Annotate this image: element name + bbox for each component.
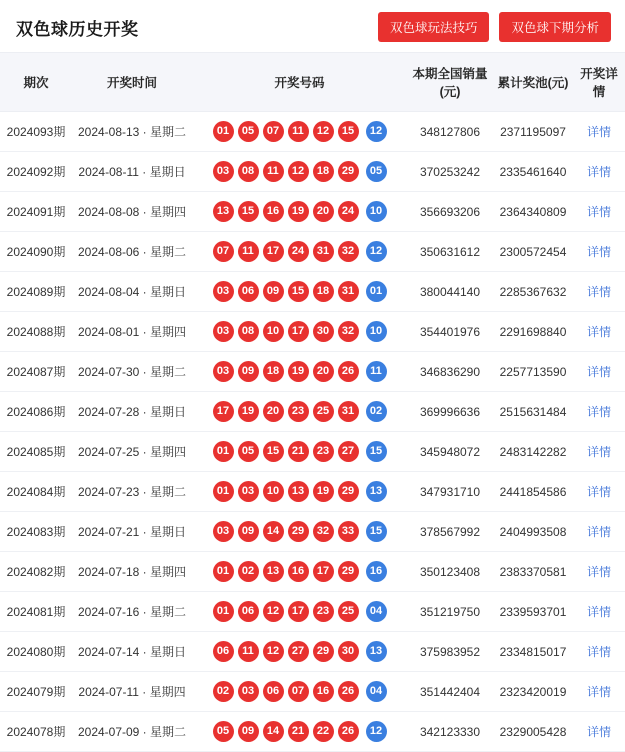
detail-link[interactable]: 详情 (586, 205, 611, 219)
draw-date-cell: 2024-07-14 · 星期日 (72, 632, 192, 672)
red-ball: 13 (213, 201, 234, 222)
red-ball: 19 (238, 401, 259, 422)
national-sales-cell: 350123408 (407, 552, 493, 592)
red-ball: 16 (263, 201, 284, 222)
prize-pool-cell: 2285367632 (493, 272, 573, 312)
issue-cell: 2024084期 (0, 472, 72, 512)
red-ball: 32 (313, 521, 334, 542)
detail-link[interactable]: 详情 (586, 365, 611, 379)
detail-link[interactable]: 详情 (586, 445, 611, 459)
page-header (0, 0, 625, 52)
blue-ball: 13 (366, 641, 387, 662)
detail-link[interactable]: 详情 (586, 525, 611, 539)
draw-date-cell: 2024-08-01 · 星期四 (72, 312, 192, 352)
draw-date-cell: 2024-08-11 · 星期日 (72, 152, 192, 192)
national-sales-cell: 375983952 (407, 632, 493, 672)
table-row (0, 312, 625, 352)
table-row (0, 672, 625, 712)
red-ball: 05 (238, 121, 259, 142)
blue-ball: 15 (366, 441, 387, 462)
red-ball: 09 (263, 281, 284, 302)
ball-group (196, 561, 403, 582)
issue-cell: 2024088期 (0, 312, 72, 352)
red-ball: 18 (313, 281, 334, 302)
red-ball: 12 (263, 641, 284, 662)
prize-pool-cell: 2383370581 (493, 552, 573, 592)
draw-date-cell: 2024-07-16 · 星期二 (72, 592, 192, 632)
red-ball: 09 (238, 361, 259, 382)
red-ball: 31 (338, 281, 359, 302)
table-row (0, 392, 625, 432)
red-ball: 12 (313, 121, 334, 142)
detail-cell (573, 632, 625, 672)
detail-cell (573, 312, 625, 352)
red-ball: 03 (213, 321, 234, 342)
prize-pool-cell: 2371195097 (493, 112, 573, 152)
table-row (0, 552, 625, 592)
red-ball: 09 (238, 521, 259, 542)
red-ball: 31 (313, 241, 334, 262)
blue-ball: 04 (366, 601, 387, 622)
prize-pool-cell: 2515631484 (493, 392, 573, 432)
ball-group (196, 241, 403, 262)
red-ball: 19 (313, 481, 334, 502)
table-row (0, 592, 625, 632)
red-ball: 19 (288, 361, 309, 382)
issue-cell: 2024080期 (0, 632, 72, 672)
national-sales-cell: 354401976 (407, 312, 493, 352)
red-ball: 26 (338, 681, 359, 702)
prize-pool-cell: 2323420019 (493, 672, 573, 712)
national-sales-cell: 356693206 (407, 192, 493, 232)
red-ball: 15 (238, 201, 259, 222)
red-ball: 24 (338, 201, 359, 222)
red-ball: 11 (238, 241, 259, 262)
red-ball: 01 (213, 601, 234, 622)
table-row (0, 112, 625, 152)
red-ball: 23 (288, 401, 309, 422)
winning-numbers-cell (192, 312, 407, 352)
red-ball: 17 (213, 401, 234, 422)
detail-link[interactable]: 详情 (586, 685, 611, 699)
ball-group (196, 121, 403, 142)
blue-ball: 13 (366, 481, 387, 502)
red-ball: 25 (338, 601, 359, 622)
red-ball: 11 (288, 121, 309, 142)
draw-date-cell: 2024-07-25 · 星期四 (72, 432, 192, 472)
red-ball: 05 (213, 721, 234, 742)
ball-group (196, 641, 403, 662)
winning-numbers-cell (192, 272, 407, 312)
red-ball: 06 (238, 601, 259, 622)
red-ball: 15 (288, 281, 309, 302)
draw-date-cell: 2024-08-06 · 星期二 (72, 232, 192, 272)
red-ball: 15 (338, 121, 359, 142)
blue-ball: 10 (366, 321, 387, 342)
draw-date-cell: 2024-07-23 · 星期二 (72, 472, 192, 512)
draw-date-cell: 2024-07-11 · 星期四 (72, 672, 192, 712)
table-header (0, 53, 625, 112)
red-ball: 07 (263, 121, 284, 142)
ball-group (196, 321, 403, 342)
issue-cell: 2024087期 (0, 352, 72, 392)
red-ball: 29 (338, 561, 359, 582)
winning-numbers-cell (192, 352, 407, 392)
red-ball: 03 (238, 681, 259, 702)
winning-numbers-cell (192, 672, 407, 712)
red-ball: 17 (288, 321, 309, 342)
red-ball: 31 (338, 401, 359, 422)
red-ball: 27 (338, 441, 359, 462)
red-ball: 29 (288, 521, 309, 542)
blue-ball: 12 (366, 241, 387, 262)
red-ball: 32 (338, 241, 359, 262)
ball-group (196, 441, 403, 462)
red-ball: 17 (263, 241, 284, 262)
national-sales-cell: 351219750 (407, 592, 493, 632)
red-ball: 16 (313, 681, 334, 702)
table-row (0, 192, 625, 232)
winning-numbers-cell (192, 232, 407, 272)
issue-cell: 2024090期 (0, 232, 72, 272)
detail-link[interactable]: 详情 (586, 605, 611, 619)
red-ball: 30 (338, 641, 359, 662)
issue-cell: 2024083期 (0, 512, 72, 552)
detail-link[interactable]: 详情 (586, 245, 611, 259)
red-ball: 10 (263, 321, 284, 342)
blue-ball: 04 (366, 681, 387, 702)
red-ball: 23 (313, 441, 334, 462)
draw-date-cell: 2024-08-08 · 星期四 (72, 192, 192, 232)
issue-cell: 2024079期 (0, 672, 72, 712)
red-ball: 02 (238, 561, 259, 582)
prize-pool-cell: 2257713590 (493, 352, 573, 392)
blue-ball: 02 (366, 401, 387, 422)
red-ball: 03 (213, 521, 234, 542)
winning-numbers-cell (192, 192, 407, 232)
red-ball: 13 (288, 481, 309, 502)
ball-group (196, 281, 403, 302)
ball-group (196, 721, 403, 742)
national-sales-cell: 351442404 (407, 672, 493, 712)
ball-group (196, 401, 403, 422)
table-row (0, 632, 625, 672)
next-draw-analysis-button[interactable]: 双色球下期分析 (499, 12, 611, 42)
red-ball: 05 (238, 441, 259, 462)
blue-ball: 05 (366, 161, 387, 182)
blue-ball: 10 (366, 201, 387, 222)
detail-cell (573, 552, 625, 592)
table-row (0, 352, 625, 392)
draw-date-cell: 2024-07-28 · 星期日 (72, 392, 192, 432)
detail-cell (573, 192, 625, 232)
prize-pool-cell: 2404993508 (493, 512, 573, 552)
page-title: 双色球历史开奖 (16, 19, 139, 39)
red-ball: 03 (213, 161, 234, 182)
red-ball: 29 (338, 161, 359, 182)
blue-ball: 11 (366, 361, 387, 382)
draw-date-cell: 2024-07-18 · 星期四 (72, 552, 192, 592)
detail-cell (573, 272, 625, 312)
table-body (0, 112, 625, 752)
red-ball: 27 (288, 641, 309, 662)
issue-cell: 2024086期 (0, 392, 72, 432)
national-sales-cell: 380044140 (407, 272, 493, 312)
table-row (0, 272, 625, 312)
detail-link[interactable]: 详情 (586, 565, 611, 579)
red-ball: 12 (263, 601, 284, 622)
detail-cell (573, 392, 625, 432)
detail-link[interactable]: 详情 (586, 405, 611, 419)
national-sales-cell: 346836290 (407, 352, 493, 392)
red-ball: 13 (263, 561, 284, 582)
red-ball: 01 (213, 561, 234, 582)
red-ball: 01 (213, 121, 234, 142)
winning-numbers-cell (192, 592, 407, 632)
detail-link[interactable]: 详情 (586, 645, 611, 659)
red-ball: 32 (338, 321, 359, 342)
red-ball: 02 (213, 681, 234, 702)
detail-cell (573, 712, 625, 752)
prize-pool-cell: 2329005428 (493, 712, 573, 752)
column-header-detail: 开奖详情 (573, 53, 625, 112)
prize-pool-cell: 2335461640 (493, 152, 573, 192)
issue-cell: 2024091期 (0, 192, 72, 232)
detail-link[interactable]: 详情 (586, 325, 611, 339)
red-ball: 26 (338, 361, 359, 382)
red-ball: 01 (213, 481, 234, 502)
table-row (0, 432, 625, 472)
ball-group (196, 681, 403, 702)
column-header-sales: 本期全国销量(元) (407, 53, 493, 112)
red-ball: 14 (263, 521, 284, 542)
winning-numbers-cell (192, 472, 407, 512)
red-ball: 17 (313, 561, 334, 582)
draw-date-cell: 2024-08-04 · 星期日 (72, 272, 192, 312)
blue-ball: 12 (366, 121, 387, 142)
red-ball: 08 (238, 321, 259, 342)
red-ball: 21 (288, 721, 309, 742)
red-ball: 03 (238, 481, 259, 502)
prize-pool-cell: 2441854586 (493, 472, 573, 512)
red-ball: 24 (288, 241, 309, 262)
national-sales-cell: 347931710 (407, 472, 493, 512)
detail-cell (573, 112, 625, 152)
national-sales-cell: 342123330 (407, 712, 493, 752)
red-ball: 15 (263, 441, 284, 462)
detail-cell (573, 592, 625, 632)
detail-cell (573, 352, 625, 392)
winning-numbers-cell (192, 112, 407, 152)
blue-ball: 16 (366, 561, 387, 582)
ball-group (196, 481, 403, 502)
red-ball: 20 (313, 361, 334, 382)
issue-cell: 2024089期 (0, 272, 72, 312)
detail-link[interactable]: 详情 (586, 125, 611, 139)
winning-numbers-cell (192, 512, 407, 552)
issue-cell: 2024082期 (0, 552, 72, 592)
ball-group (196, 361, 403, 382)
detail-cell (573, 672, 625, 712)
header-button-group (378, 12, 611, 42)
red-ball: 20 (263, 401, 284, 422)
table-row (0, 512, 625, 552)
prize-pool-cell: 2291698840 (493, 312, 573, 352)
red-ball: 06 (263, 681, 284, 702)
prize-pool-cell: 2364340809 (493, 192, 573, 232)
red-ball: 33 (338, 521, 359, 542)
column-header-numbers: 开奖号码 (192, 53, 407, 112)
ball-group (196, 601, 403, 622)
red-ball: 18 (313, 161, 334, 182)
red-ball: 07 (288, 681, 309, 702)
detail-cell (573, 152, 625, 192)
issue-cell: 2024085期 (0, 432, 72, 472)
table-row (0, 472, 625, 512)
red-ball: 12 (288, 161, 309, 182)
national-sales-cell: 345948072 (407, 432, 493, 472)
national-sales-cell: 369996636 (407, 392, 493, 432)
table-row (0, 232, 625, 272)
ball-group (196, 161, 403, 182)
blue-ball: 15 (366, 521, 387, 542)
prize-pool-cell: 2483142282 (493, 432, 573, 472)
national-sales-cell: 370253242 (407, 152, 493, 192)
red-ball: 26 (338, 721, 359, 742)
red-ball: 23 (313, 601, 334, 622)
red-ball: 18 (263, 361, 284, 382)
prize-pool-cell: 2334815017 (493, 632, 573, 672)
red-ball: 10 (263, 481, 284, 502)
draw-date-cell: 2024-07-30 · 星期二 (72, 352, 192, 392)
winning-numbers-cell (192, 432, 407, 472)
detail-cell (573, 472, 625, 512)
winning-numbers-cell (192, 152, 407, 192)
issue-cell: 2024093期 (0, 112, 72, 152)
table-header-row (0, 53, 625, 112)
column-header-date: 开奖时间 (72, 53, 192, 112)
red-ball: 19 (288, 201, 309, 222)
red-ball: 06 (238, 281, 259, 302)
winning-numbers-cell (192, 392, 407, 432)
red-ball: 07 (213, 241, 234, 262)
national-sales-cell: 378567992 (407, 512, 493, 552)
detail-link[interactable]: 详情 (586, 165, 611, 179)
blue-ball: 12 (366, 721, 387, 742)
draw-date-cell: 2024-07-09 · 星期二 (72, 712, 192, 752)
red-ball: 08 (238, 161, 259, 182)
ball-group (196, 201, 403, 222)
blue-ball: 01 (366, 281, 387, 302)
red-ball: 16 (288, 561, 309, 582)
winning-numbers-cell (192, 552, 407, 592)
draw-date-cell: 2024-07-21 · 星期日 (72, 512, 192, 552)
red-ball: 11 (238, 641, 259, 662)
detail-link[interactable]: 详情 (586, 485, 611, 499)
play-tips-button[interactable]: 双色球玩法技巧 (378, 12, 490, 42)
red-ball: 11 (263, 161, 284, 182)
issue-cell: 2024078期 (0, 712, 72, 752)
detail-link[interactable]: 详情 (586, 725, 611, 739)
red-ball: 25 (313, 401, 334, 422)
red-ball: 14 (263, 721, 284, 742)
table-row (0, 712, 625, 752)
national-sales-cell: 348127806 (407, 112, 493, 152)
column-header-issue: 期次 (0, 53, 72, 112)
red-ball: 30 (313, 321, 334, 342)
detail-cell (573, 512, 625, 552)
red-ball: 22 (313, 721, 334, 742)
draw-date-cell: 2024-08-13 · 星期二 (72, 112, 192, 152)
red-ball: 20 (313, 201, 334, 222)
issue-cell: 2024092期 (0, 152, 72, 192)
prize-pool-cell: 2339593701 (493, 592, 573, 632)
red-ball: 21 (288, 441, 309, 462)
detail-cell (573, 432, 625, 472)
table-row (0, 152, 625, 192)
detail-cell (573, 232, 625, 272)
red-ball: 03 (213, 281, 234, 302)
column-header-pool: 累计奖池(元) (493, 53, 573, 112)
lottery-history-table (0, 52, 625, 752)
red-ball: 01 (213, 441, 234, 462)
ball-group (196, 521, 403, 542)
red-ball: 29 (313, 641, 334, 662)
red-ball: 29 (338, 481, 359, 502)
red-ball: 09 (238, 721, 259, 742)
red-ball: 03 (213, 361, 234, 382)
red-ball: 17 (288, 601, 309, 622)
prize-pool-cell: 2300572454 (493, 232, 573, 272)
issue-cell: 2024081期 (0, 592, 72, 632)
winning-numbers-cell (192, 712, 407, 752)
red-ball: 06 (213, 641, 234, 662)
national-sales-cell: 350631612 (407, 232, 493, 272)
winning-numbers-cell (192, 632, 407, 672)
detail-link[interactable]: 详情 (586, 285, 611, 299)
